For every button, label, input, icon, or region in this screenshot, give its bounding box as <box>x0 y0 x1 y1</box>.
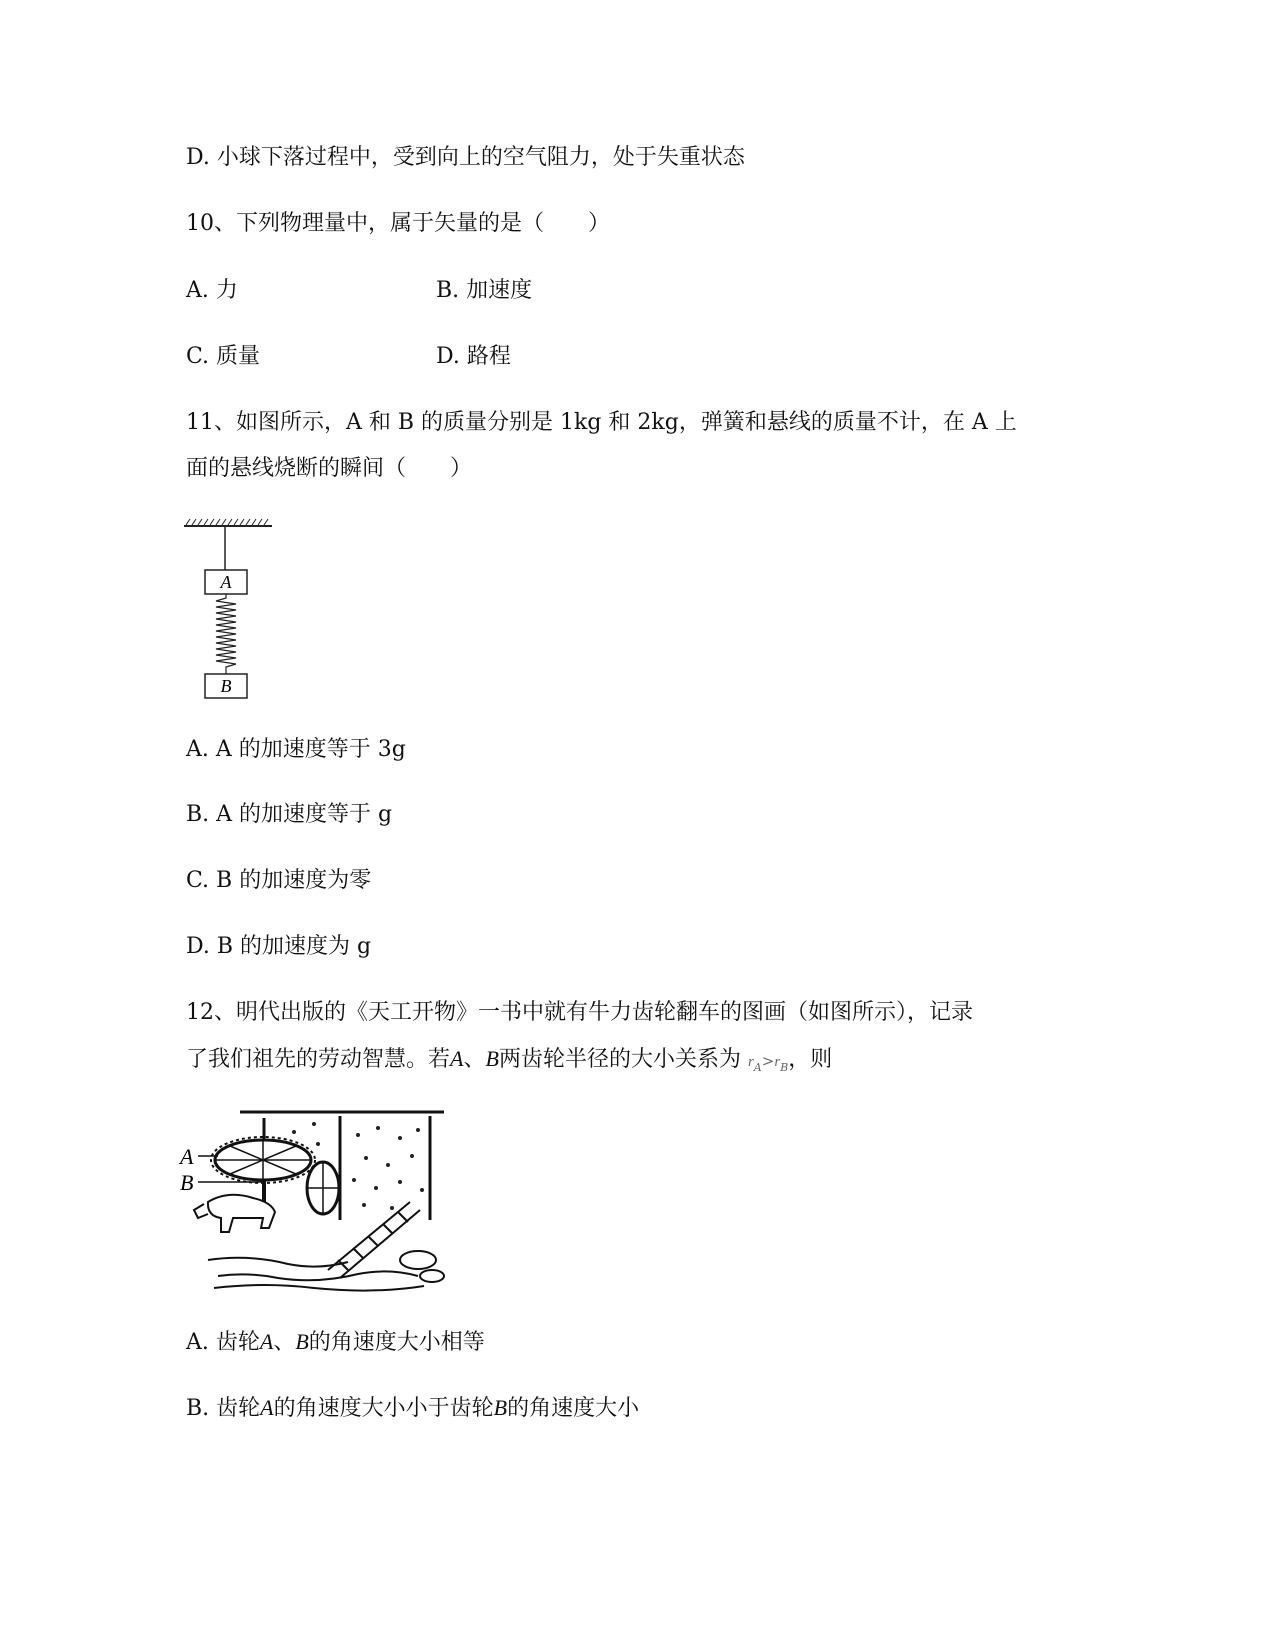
block-b-label: B <box>220 676 232 696</box>
q9-option-d: D. 小球下落过程中，受到向上的空气阻力，处于失重状态 <box>186 145 745 170</box>
q11-stem-line-1: 11、如图所示，A 和 B 的质量分别是 1kg 和 2kg，弹簧和悬线的质量不计，在 A 上 <box>186 410 1017 435</box>
q10-option-c: C. 质量 <box>186 344 261 369</box>
q11-option-c: C. B 的加速度为零 <box>186 868 372 893</box>
q12-stem-line-2: 了我们祖先的劳动智慧。若A、B两齿轮半径的大小关系为 $r_A>r_B$，则 <box>186 1046 833 1074</box>
q10-options-row-1 <box>186 276 533 306</box>
q12-stem-line-1: 12、明代出版的《天工开物》一书中就有牛力齿轮翻车的图画（如图所示），记录 <box>186 1000 973 1025</box>
spring-mass-figure <box>180 516 280 706</box>
ox-gear-waterwheel-illustration <box>178 1110 450 1295</box>
q10-options-row-2 <box>186 342 511 372</box>
q10-option-d: D. 路程 <box>436 344 511 369</box>
q11-option-d: D. B 的加速度为 g <box>186 934 372 959</box>
q10-option-b: B. 加速度 <box>436 278 533 303</box>
q10-option-a: A. 力 <box>186 278 238 303</box>
gear-a-label: A <box>180 1144 194 1169</box>
gear-b-label: B <box>180 1170 194 1195</box>
q12-option-b: B. 齿轮A的角速度大小小于齿轮B的角速度大小 <box>186 1395 640 1421</box>
q12-option-a: A. 齿轮A、B的角速度大小相等 <box>186 1329 485 1355</box>
block-a-label: A <box>220 572 232 592</box>
q10-stem: 10、下列物理量中，属于矢量的是（ ） <box>186 211 610 236</box>
ceiling-hatch <box>186 519 268 525</box>
q11-stem-line-2: 面的悬线烧断的瞬间（ ） <box>186 456 473 481</box>
q11-option-a: A. A 的加速度等于 3g <box>186 737 406 762</box>
spring <box>216 594 236 674</box>
q11-option-b: B. A 的加速度等于 g <box>186 802 393 827</box>
radius-relation: $r_A>r_B$ <box>747 1052 789 1074</box>
